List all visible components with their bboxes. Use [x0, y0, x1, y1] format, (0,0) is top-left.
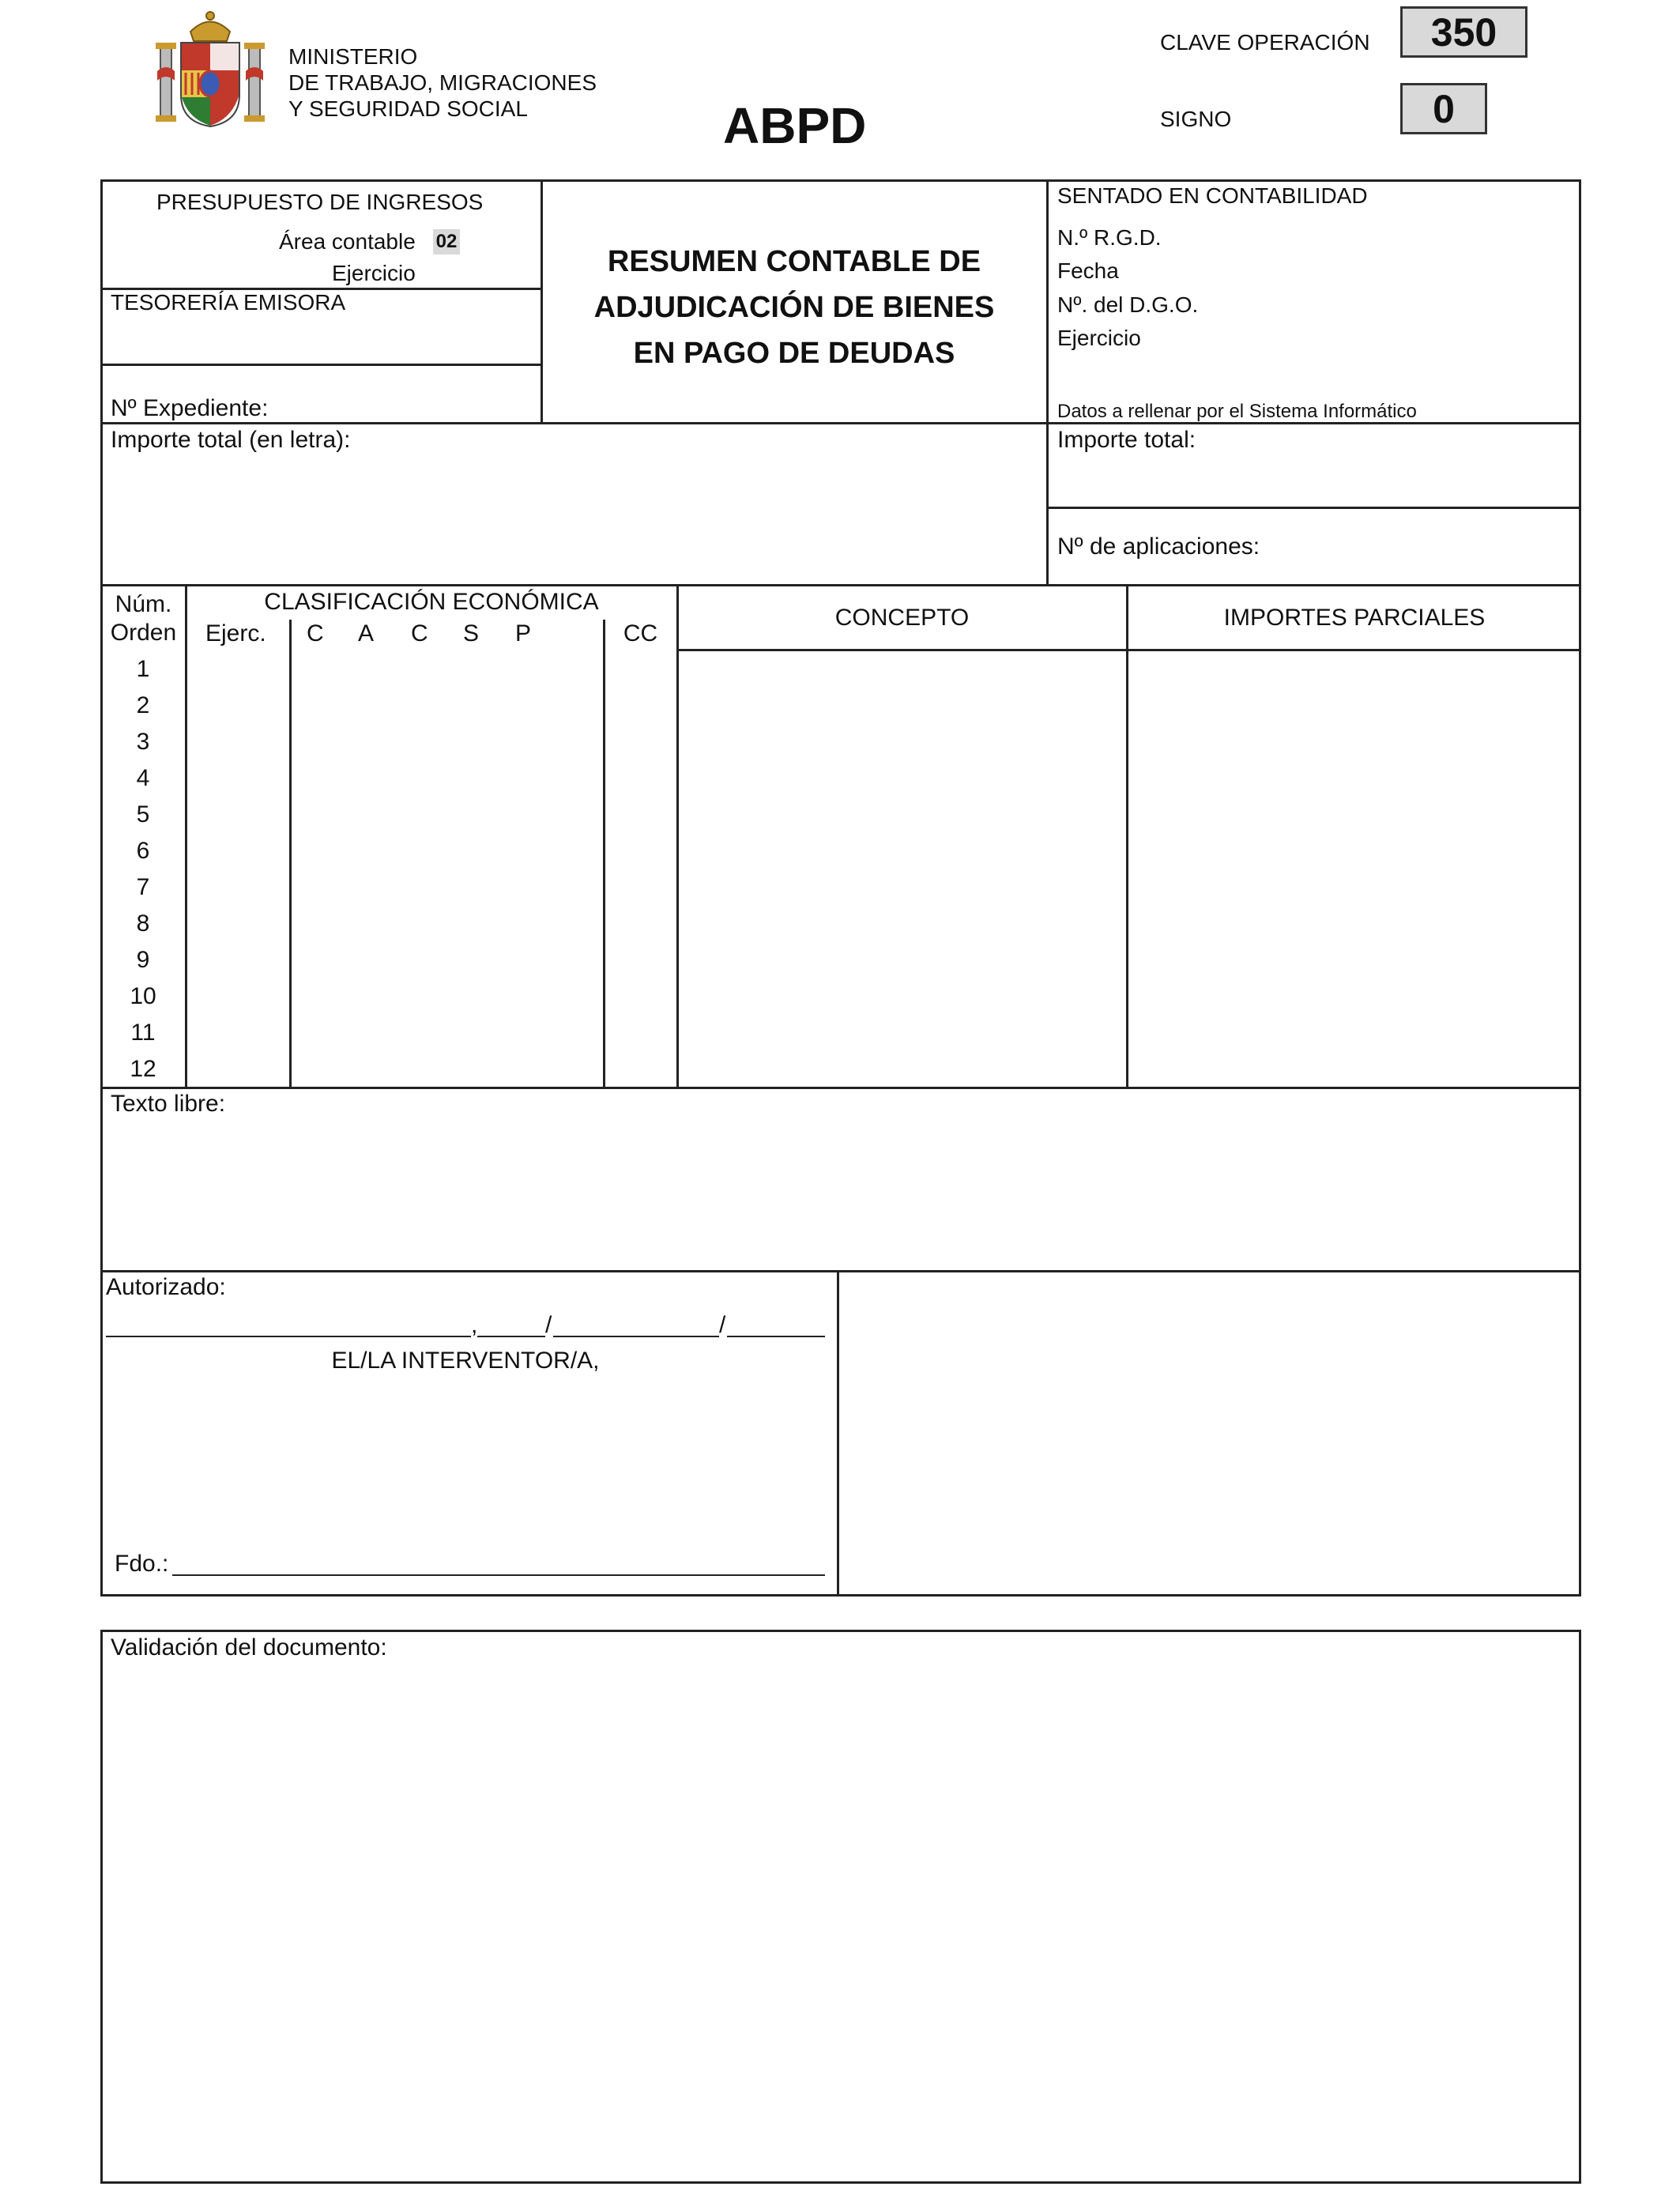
area-contable-label: Área contable [279, 229, 416, 254]
row-number: 8 [136, 910, 150, 937]
divider [100, 584, 1581, 586]
row-number: 2 [136, 692, 150, 718]
year-line [727, 1336, 825, 1337]
ministry-line-2: DE TRABAJO, MIGRACIONES [288, 70, 597, 95]
ejercicio-contable-label: Ejercicio [1057, 326, 1141, 350]
date-separator-comma: , [471, 1312, 478, 1338]
importes-parciales-header: IMPORTES PARCIALES [1223, 605, 1486, 631]
cacsp-s: S [463, 620, 480, 647]
col-divider [676, 584, 679, 1088]
interventor-label: EL/LA INTERVENTOR/A, [331, 1348, 600, 1374]
col-divider [185, 584, 187, 1088]
divider [1046, 179, 1049, 586]
month-line [553, 1336, 719, 1337]
num-label: Núm. [115, 591, 172, 617]
cacsp-a: A [358, 620, 375, 647]
row-number: 11 [130, 1020, 156, 1046]
date-separator-slash: / [545, 1312, 552, 1338]
cacsp-p: P [515, 620, 532, 647]
ministry-line-3: Y SEGURIDAD SOCIAL [288, 96, 528, 121]
col-divider [603, 620, 605, 1088]
row-number: 1 [136, 656, 150, 682]
divider [100, 1270, 1581, 1272]
texto-libre-label: Texto libre: [111, 1091, 226, 1117]
row-number: 9 [136, 947, 150, 973]
row-number: 5 [136, 801, 150, 827]
clave-operacion-label: CLAVE OPERACIÓN [1160, 30, 1370, 55]
presupuesto-label: PRESUPUESTO DE INGRESOS [156, 190, 484, 214]
title-line-3: EN PAGO DE DEUDAS [633, 337, 955, 370]
cc-header: CC [623, 620, 658, 647]
title-line-2: ADJUDICACIÓN DE BIENES [593, 291, 995, 324]
datos-sistema-note: Datos a rellenar por el Sistema Informático [1057, 401, 1417, 422]
concepto-header: CONCEPTO [834, 605, 970, 631]
row-number: 3 [136, 729, 150, 755]
fecha-label: Fecha [1057, 258, 1119, 283]
main-form [100, 179, 1581, 1596]
row-number: 7 [136, 874, 150, 900]
signature-line [172, 1574, 825, 1576]
tesoreria-emisora-label: TESORERÍA EMISORA [111, 290, 346, 315]
day-line [477, 1336, 545, 1337]
divider [837, 1270, 839, 1596]
num-orden-header [102, 590, 185, 647]
row-number: 12 [130, 1056, 156, 1082]
col-divider [289, 620, 292, 1088]
signo-value: 0 [1400, 83, 1487, 134]
validacion-label: Validación del documento: [111, 1634, 387, 1661]
title-line-1: RESUMEN CONTABLE DE [607, 245, 981, 278]
ministry-name [288, 43, 597, 122]
validation-box [100, 1630, 1581, 2184]
ejercicio-label: Ejercicio [332, 261, 416, 285]
divider [100, 1087, 1581, 1089]
ministry-line-1: MINISTERIO [288, 44, 418, 69]
col-divider [1126, 584, 1128, 1088]
divider [1046, 507, 1581, 509]
date-separator-slash: / [719, 1312, 726, 1338]
row-number: 10 [130, 983, 156, 1009]
clave-operacion-value: 350 [1400, 6, 1527, 58]
ejerc-header: Ejerc. [205, 620, 266, 647]
cacsp-c1: C [307, 620, 324, 647]
divider [100, 364, 542, 366]
header-divider [676, 649, 1581, 651]
area-contable-value: 02 [433, 229, 460, 254]
document-code: ABPD [723, 97, 867, 154]
cacsp-c2: C [411, 620, 428, 647]
rgd-label: N.º R.G.D. [1057, 225, 1162, 250]
sentado-contabilidad-label: SENTADO EN CONTABILIDAD [1057, 183, 1368, 208]
signo-label: SIGNO [1160, 107, 1232, 131]
coat-of-arms-logo [153, 8, 268, 128]
importe-letra-label: Importe total (en letra): [111, 427, 351, 453]
orden-label: Orden [110, 620, 177, 646]
dgo-label: Nº. del D.G.O. [1057, 292, 1199, 317]
place-line [106, 1336, 471, 1337]
document-title [542, 239, 1046, 376]
autorizado-label: Autorizado: [106, 1274, 226, 1300]
row-number: 6 [136, 838, 150, 864]
importe-total-label: Importe total: [1057, 427, 1196, 453]
row-number: 4 [136, 765, 150, 791]
aplicaciones-label: Nº de aplicaciones: [1057, 533, 1260, 560]
clasificacion-header: CLASIFICACIÓN ECONÓMICA [264, 589, 599, 615]
fdo-label: Fdo.: [115, 1551, 169, 1577]
expediente-label: Nº Expediente: [111, 395, 269, 421]
